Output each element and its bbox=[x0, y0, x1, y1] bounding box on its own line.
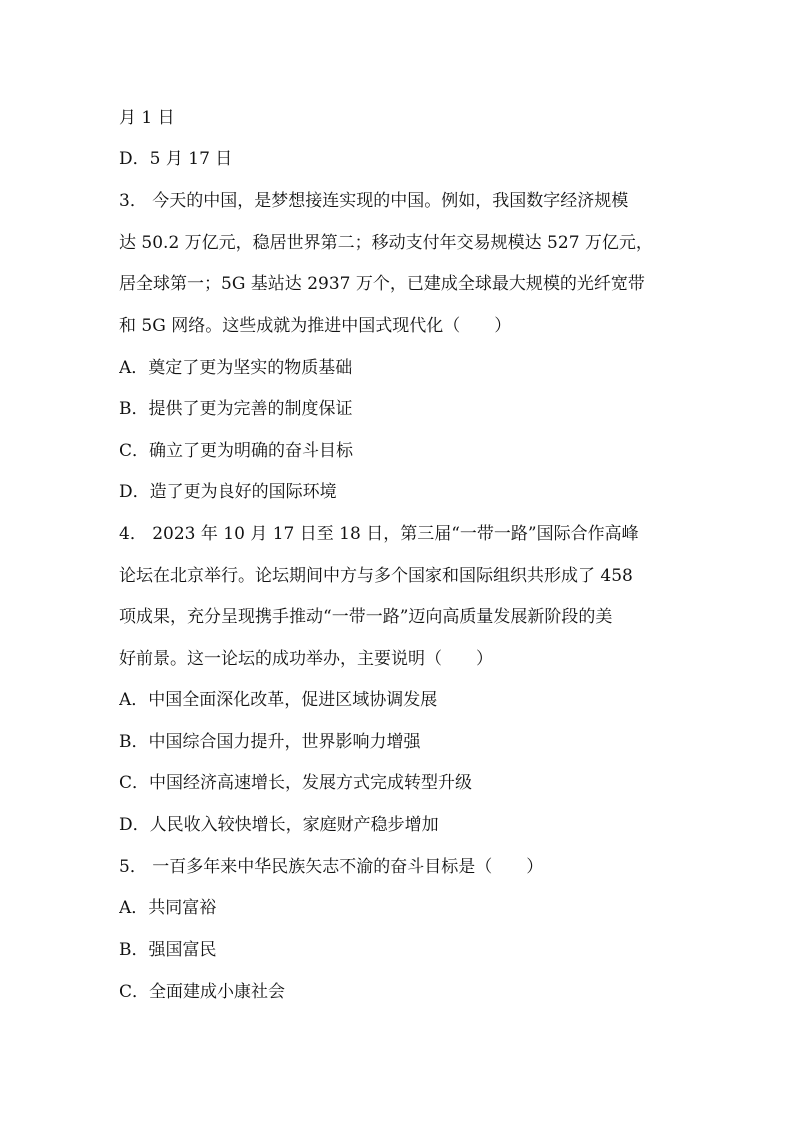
text-line-q3-stem-4: 和 5G 网络。这些成就为推进中国式现代化（ ） bbox=[119, 316, 512, 336]
text-line-q3-stem-2: 达 50.2 万亿元，稳居世界第二；移动支付年交易规模达 527 万亿元， bbox=[119, 233, 653, 253]
text-line-q2-option-d: D．5 月 17 日 bbox=[119, 149, 233, 169]
text-line-q3-option-a: A．奠定了更为坚实的物质基础 bbox=[119, 358, 353, 378]
text-line-q4-stem-4: 好前景。这一论坛的成功举办，主要说明（ ） bbox=[119, 649, 493, 669]
text-line-q3-stem-1: 3． 今天的中国，是梦想接连实现的中国。例如，我国数字经济规模 bbox=[119, 191, 629, 211]
text-line-q5-option-c: C．全面建成小康社会 bbox=[119, 982, 286, 1002]
text-line-q4-stem-1: 4． 2023 年 10 月 17 日至 18 日，第三届“一带一路”国际合作高峰 bbox=[119, 524, 639, 544]
text-line-q3-option-d: D．造了更为良好的国际环境 bbox=[119, 482, 337, 502]
text-line-q4-stem-3: 项成果，充分呈现携手推动“一带一路”迈向高质量发展新阶段的美 bbox=[119, 607, 613, 627]
text-line-q4-stem-2: 论坛在北京举行。论坛期间中方与多个国家和国际组织共形成了 458 bbox=[119, 566, 633, 586]
text-line-q5-option-a: A．共同富裕 bbox=[119, 898, 217, 918]
text-line-q5-stem: 5． 一百多年来中华民族矢志不渝的奋斗目标是（ ） bbox=[119, 857, 544, 877]
text-line-q3-option-b: B．提供了更为完善的制度保证 bbox=[119, 399, 353, 419]
text-line-q5-option-b: B．强国富民 bbox=[119, 940, 217, 960]
text-line-q2-option-c-continued: 月 1 日 bbox=[119, 108, 175, 128]
text-line-q4-option-d: D．人民收入较快增长，家庭财产稳步增加 bbox=[119, 815, 439, 835]
text-line-q3-stem-3: 居全球第一；5G 基站达 2937 万个，已建成全球最大规模的光纤宽带 bbox=[119, 274, 645, 294]
text-line-q3-option-c: C．确立了更为明确的奋斗目标 bbox=[119, 441, 354, 461]
text-line-q4-option-a: A．中国全面深化改革，促进区域协调发展 bbox=[119, 690, 438, 710]
text-line-q4-option-c: C．中国经济高速增长，发展方式完成转型升级 bbox=[119, 773, 473, 793]
text-line-q4-option-b: B．中国综合国力提升，世界影响力增强 bbox=[119, 732, 421, 752]
